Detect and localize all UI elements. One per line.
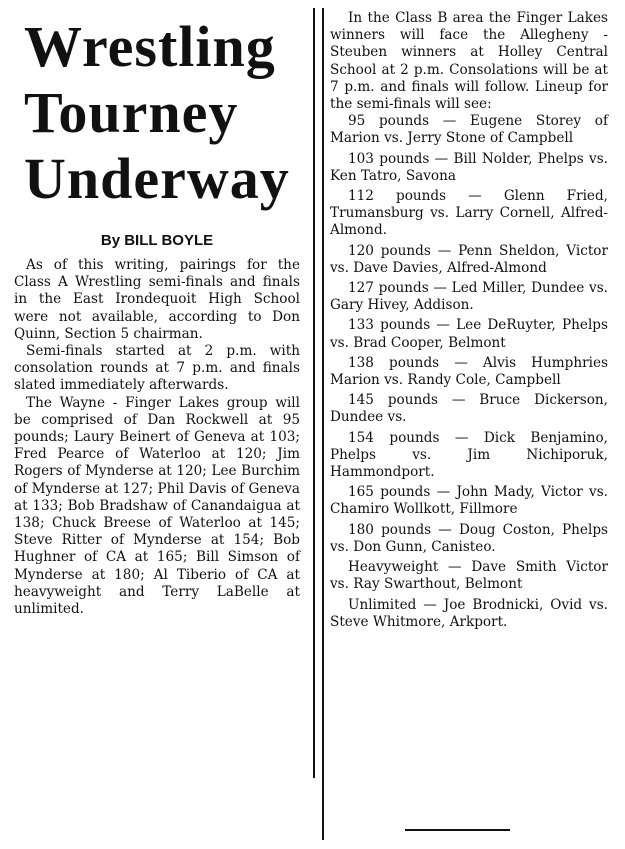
matchup: 112 pounds — Glenn Fried, Trumansburg vs. Larry Cornell, Alfred-Almond. xyxy=(330,188,608,239)
matchup: 95 pounds — Eugene Storey of Marion vs. Jerry Stone of Campbell xyxy=(330,113,608,147)
matchup: 127 pounds — Led Miller, Dundee vs. Gary Hivey, Addison. xyxy=(330,280,608,314)
right-column xyxy=(330,10,608,634)
matchup: 165 pounds — John Mady, Victor vs. Chamiro Wollkott, Fillmore xyxy=(330,484,608,518)
class-b-intro: In the Class B area the Finger Lakes winners will face the Allegheny - Steuben winners at Holley Central School at 2 p.m. Consolations will be at 7 p.m. and finals will follow. Lineup for the semi-finals will see: xyxy=(330,10,608,113)
headline-line-2: Tourney xyxy=(24,80,239,145)
matchup: 180 pounds — Doug Coston, Phelps vs. Don Gunn, Canisteo. xyxy=(330,521,608,555)
paragraph: The Wayne - Finger Lakes group will be comprised of Dan Rockwell at 95 pounds; Laury Beinert of Geneva at 103; Fred Pearce of Waterloo at 120; Jim Rogers of Mynderse at 120; Lee Burchim of Mynderse at 127; Phil Davis of Geneva at 133; Bob Bradshaw of Canandaigua at 138; Chuck Breese of Waterloo at 145; Steve Ritter of Mynderse at 154; Bob Hughner of CA at 165; Bill Simson of Mynderse at 180; Al Tiberio of CA at heavyweight and Terry LaBelle at unlimited. xyxy=(14,394,300,618)
headline xyxy=(24,14,300,212)
left-column xyxy=(14,10,300,618)
paragraph: As of this writing, pairings for the Class A Wrestling semi-finals and finals in the East Irondequoit High School were not available, according to Don Quinn, Section 5 chairman. xyxy=(14,257,300,342)
end-rule xyxy=(405,829,510,831)
matchup: 138 pounds — Alvis Humphries Marion vs. Randy Cole, Campbell xyxy=(330,354,608,389)
paragraph: Semi-finals started at 2 p.m. with consolation rounds at 7 p.m. and finals slated immediately afterwards. xyxy=(14,343,300,394)
matchup: 120 pounds — Penn Sheldon, Victor vs. Dave Davies, Alfred-Almond xyxy=(330,242,608,276)
headline-line-1: Wrestling xyxy=(24,14,276,79)
matchup: Heavyweight — Dave Smith Victor vs. Ray Swarthout, Belmont xyxy=(330,559,608,593)
column-divider xyxy=(313,8,315,778)
byline: By BILL BOYLE xyxy=(100,232,214,249)
right-border xyxy=(322,8,324,840)
matchup: 133 pounds — Lee DeRuyter, Phelps vs. Brad Cooper, Belmont xyxy=(330,317,608,351)
matchup: Unlimited — Joe Brodnicki, Ovid vs. Steve Whitmore, Arkport. xyxy=(330,596,608,630)
headline-line-3: Underway xyxy=(24,146,290,211)
matchup: 145 pounds — Bruce Dickerson, Dundee vs. xyxy=(330,392,608,426)
matchup: 154 pounds — Dick Benjamino, Phelps vs. Jim Nichiporuk, Hammondport. xyxy=(330,429,608,481)
matchup: 103 pounds — Bill Nolder, Phelps vs. Ken Tatro, Savona xyxy=(330,150,608,184)
